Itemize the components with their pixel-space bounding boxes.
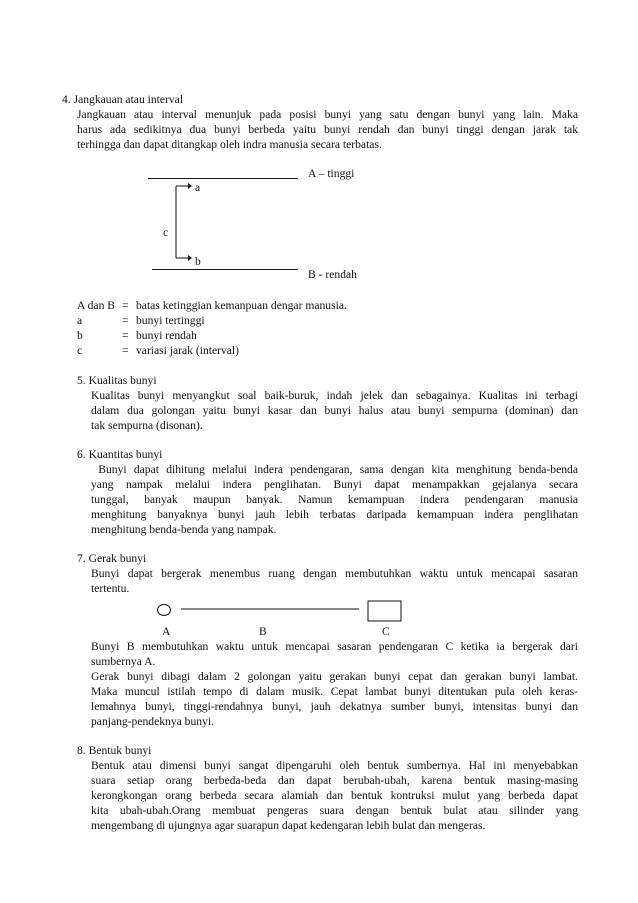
section-4-line-2: harus ada sedikitnya dua bunyi berbeda yaitu bunyi rendah dan bunyi tinggi dengan jarak tak xyxy=(77,123,578,136)
line-b-bottom xyxy=(152,269,298,270)
section-6-line-4: menghitung banyaknya bunyi jauh lebih terbatas daripada kemampuan indera penglihatan xyxy=(91,508,578,521)
section-8-line-2: suara setiap orang berbeda-beda dan dapat berubah-ubah, karena bentuk masing-masing xyxy=(91,774,578,787)
section-6-line-1: Bunyi dapat dihitung melalui indera pendengaran, sama dengan kita menghitung benda-benda xyxy=(91,463,578,476)
section-5-heading: 5. Kualitas bunyi xyxy=(77,374,157,387)
section-8-line-4: kita ubah-ubah.Orang membuat pengeras suara dengan bentuk bulat atau silinder yang xyxy=(91,804,578,817)
section-7-line-3: Gerak bunyi dibagi dalam 2 golongan yaitu gerakan bunyi cepat dan gerakan bunyi lambat. xyxy=(91,670,578,683)
motion-shapes xyxy=(155,600,411,624)
section-4-line-1: Jangkauan atau interval menunjuk pada posisi bunyi yang satu dengan bunyi yang lain. Maka xyxy=(77,108,578,121)
definition-desc: bunyi rendah xyxy=(136,329,197,342)
definition-term: c xyxy=(77,344,83,357)
section-5-line-1: Kualitas bunyi menyangkut soal baik-buruk, indah jelek dan sebagainya. Kualitas ini terbagi xyxy=(91,389,578,402)
section-8-line-3: kerongkongan orang berbeda secara alamiah dan bentuk kontruksi mulut yang berbeda dapat xyxy=(91,789,578,802)
arrow-to-b-icon xyxy=(188,255,192,261)
section-7-heading: 7. Gerak bunyi xyxy=(77,552,147,565)
definition-equals: = xyxy=(122,314,129,327)
definition-desc: bunyi tertinggi xyxy=(136,314,205,327)
section-7-line-1: Bunyi B membutuhkan waktu untuk mencapai sasaran pendengaran C ketika ia bergerak dari xyxy=(91,640,578,653)
definition-term: b xyxy=(77,329,83,342)
section-7-intro-line-2: tertentu. xyxy=(91,582,130,595)
definition-equals: = xyxy=(122,299,129,312)
arrow-to-a-icon xyxy=(188,183,192,189)
source-circle-icon xyxy=(158,605,171,616)
definition-term: a xyxy=(77,314,83,327)
section-7-line-6: panjang-pendeknya bunyi. xyxy=(91,715,214,728)
target-box-icon xyxy=(368,601,401,621)
section-4-heading: 4. Jangkauan atau interval xyxy=(62,93,184,106)
section-8-line-5: mengembang di ujungnya agar suarapun dapat kedengaran lebih bulat dan mengeras. xyxy=(91,819,486,832)
section-7-intro-line-1: Bunyi dapat bergerak menembus ruang dengan membutuhkan waktu untuk mencapai sasaran xyxy=(91,567,578,580)
section-5-line-3: tak sempurna (disonan). xyxy=(91,419,203,432)
label-a-small: a xyxy=(195,181,201,194)
section-6-line-2: yang nampak melalui indera penglihatan. Bunyi dapat menampakkan gejalanya secara xyxy=(91,478,578,491)
label-b-small: b xyxy=(195,255,201,268)
section-6-line-3: tunggal, banyak maupun banyak. Namun kemampuan indera pendengaran manusia xyxy=(91,493,578,506)
label-c: c xyxy=(163,226,169,239)
section-7-line-2: sumbernya A. xyxy=(91,655,156,668)
label-b-low: B - rendah xyxy=(308,268,357,281)
label-a-high: A – tinggi xyxy=(308,167,355,180)
section-4-line-3: terhingga dan dapat ditangkap oleh indra manusia secara terbatas. xyxy=(77,138,382,151)
section-5-line-2: dalam dua golongan yaitu bunyi kasar dan bunyi halus atau bunyi sempurna (dominan) dan xyxy=(91,404,578,417)
section-7-line-5: lemahnya bunyi, tinggi-rendahnya bunyi, jauh dekatnya sumber bunyi, intensitas bunyi dan xyxy=(91,700,578,713)
section-6-line-5: menghitung benda-benda yang nampak. xyxy=(91,523,277,536)
section-8-line-1: Bentuk atau dimensi bunyi sangat dipengaruhi oleh bentuk sumbernya. Hal ini menyebabkan xyxy=(91,759,578,772)
definition-equals: = xyxy=(122,329,129,342)
section-6-heading: 6. Kuantitas bunyi xyxy=(77,448,163,461)
definition-desc: batas ketinggian kemanpuan dengar manusia. xyxy=(136,299,347,312)
section-7-line-4: Maka muncul istilah tempo di dalam musik. Cepat lambat bunyi ditentukan pula oleh keras- xyxy=(91,685,578,698)
label-sound-b: B xyxy=(259,625,267,638)
label-target-c: C xyxy=(382,625,390,638)
definition-term: A dan B xyxy=(77,299,116,312)
label-source-a: A xyxy=(162,625,171,638)
definition-desc: variasi jarak (interval) xyxy=(136,344,240,357)
section-8-heading: 8. Bentuk bunyi xyxy=(77,744,152,757)
interval-arrows xyxy=(170,178,194,264)
definition-equals: = xyxy=(122,344,129,357)
